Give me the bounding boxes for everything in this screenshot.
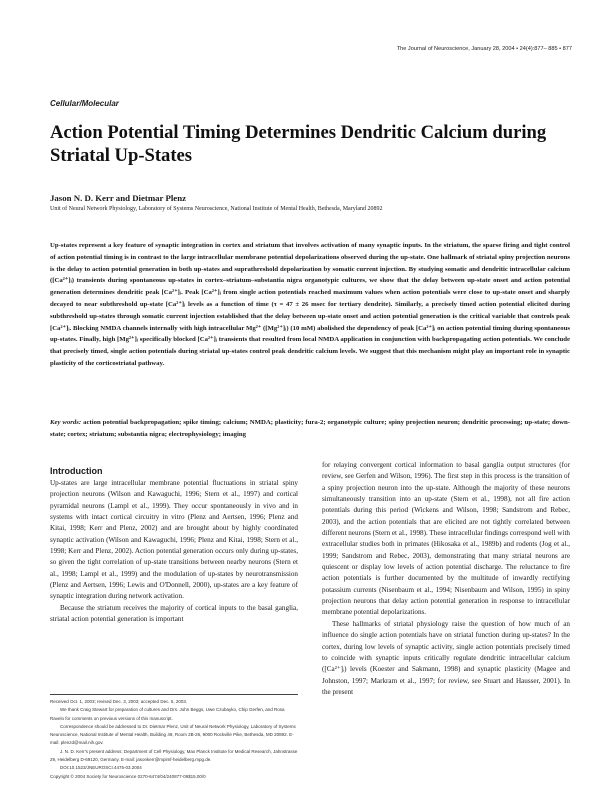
keywords-label: Key words: xyxy=(50,419,82,426)
introduction-heading: Introduction xyxy=(50,466,103,476)
body-paragraph: Because the striatum receives the majority of cortical inputs to the basal ganglia, striatal action potential generation is important xyxy=(50,603,298,624)
footnote-copyright: Copyright © 2004 Society for Neuroscience 0270-6474/04/240877-09$15.00/0 xyxy=(50,773,206,779)
footnote-correspondence: Correspondence should be addressed to Dr. Dietmar Plenz, Unit of Neural Network Physiology, Laboratory of Systems Neuroscience, National Institute of Mental Health, Building 49, Room 2B-26, 9000 Rockville Pike, Bethesda, MD 20892. E-mail: plenzd@mail.nih.gov. xyxy=(50,723,296,746)
section-label: Cellular/Molecular xyxy=(50,99,119,108)
footnote-present-address: J. N. D. Kerr's present address: Department of Cell Physiology, Max Planck Institute for Medical Research, Jahnstrasse 29, Heidelberg D-69120, Germany. E-mail: jasonkerr@mpimf-heidelberg.mpg.de. xyxy=(50,748,298,763)
footnote-divider xyxy=(50,694,298,695)
keywords xyxy=(50,417,570,441)
body-paragraph: for relaying convergent cortical information to basal ganglia output structures (for review, see Gerfen and Wilson, 1996). The first step in this process is the transition of a spiny projection neuron into the up-state. Although the majority of these neurons simultaneously transition into an up-state (Stern et al., 1998), not all fire action potentials during this period (Wickens and Wilson, 1998; Sandstrom and Rebec, 2003), and the action potentials that are elicited are not tightly correlated between different neurons (Stern et al., 1998). These intracellular findings correspond well with extracellular studies both in primates (Hikosaka et al., 1989b) and rodents (Jog et al., 1999; Sandstrom and Rebec, 2003), demonstrating that many striatal neurons are quiescent or display low levels of action potential discharge. The reluctance to fire action potentials is further documented by the multitude of inwardly rectifying potassium currents (Nisenbaum et al., 1994; Nisenbaum and Wilson, 1995) in spiny projection neurons that delay action potential generation in response to intracellular membrane potential depolarizations. xyxy=(322,461,571,617)
footnote-received: Received Oct. 1, 2003; revised Dec. 3, 2003; accepted Dec. 5, 2003. xyxy=(50,699,188,704)
keywords-text: action potential backpropagation; spike timing; calcium; NMDA; plasticity; fura-2; organotypic culture; spiny projection neuron; dendritic processing; up-state; down-state; cortex; striatum; substantia nigra; electrophysiology; imaging xyxy=(50,419,570,438)
body-paragraph: Up-states are large intracellular membrane potential fluctuations in striatal spiny projection neurons (Wilson and Kawaguchi, 1996; Stern et al., 1997) and cortical pyramidal neurons (Lampl et al., 1999). They occur spontaneously in vivo and in systems with intact cortical circuitry in vitro (Plenz and Aertsen, 1996; Plenz and Kitai, 1998; Kerr and Plenz, 2002) and are brought about by highly coordinated synaptic activation (Wilson and Kawaguchi, 1996; Plenz and Kitai, 1998; Stern et al., 1998; Kerr and Plenz, 2002). Action potential generation occurs only during up-states, so given the tight correlation of up-state transitions between nearby neurons (Stern et al., 1998; Lampl et al., 1999) and the modulation of up-states by neurotransmission (Plenz and Aertsen, 1996; Lewis and O'Donnell, 2000), up-states are a key feature of synaptic integration during network activation. xyxy=(50,479,298,601)
authors: Jason N. D. Kerr and Dietmar Plenz xyxy=(50,193,187,203)
footnote-doi: DOI:10.1523/JNEUROSCI.4475-03.2004 xyxy=(60,765,142,771)
abstract: Up-states represent a key feature of synaptic integration in cortex and striatum that involves activation of many synaptic inputs. In the striatum, the sparse firing and tight control of action potential timing is in contrast to the large intracellular membrane potential depolarizations observed during the up-state. One hallmark of striatal spiny projection neurons is the delay to action potential generation in both up-states and suprathreshold depolarization by somatic current injection. By studying somatic and dendritic intracellular calcium ([Ca²⁺]ᵢ) transients during spontaneous up-states in cortex–striatum–substantia nigra organotypic cultures, we show that the delay between up-state onset and action potential generation determines dendritic peak [Ca²⁺]ᵢ. Peak [Ca²⁺]ᵢ from single action potentials reached maximum values when action potentials were close to up-state onset and sharply decayed to near subthreshold up-state [Ca²⁺]ᵢ levels as a function of time (τ = 47 ± 26 msec for tertiary dendrite). Similarly, a precisely timed action potential elicited during subthreshold up-states through somatic current injection established that the delay between up-state onset and action potential generation is the critical variable that controls peak [Ca²⁺]ᵢ. Blocking NMDA channels internally with high intracellular Mg²⁺ ([Mg²⁺]ᵢ) (10 mM) abolished the dependency of peak [Ca²⁺]ᵢ on action potential timing during spontaneous up-states. Finally, high [Mg²⁺]ᵢ specifically blocked [Ca²⁺]ᵢ transients that resulted from local NMDA application in conjunction with backpropagating action potentials. We conclude that precisely timed, single action potentials during striatal up-states control peak dendritic calcium levels. We suggest that this mechanism might play an important role in synaptic plasticity of the corticostriatal pathway. xyxy=(50,242,570,367)
footnote-acknowledgments: We thank Craig Stewart for preparation of cultures and Drs. John Beggs, Uwe Czubayko, Chip Gerfen, and Rosa Ravelo for comments on previous versions of this manuscript. xyxy=(50,707,285,721)
affiliation: Unit of Neural Network Physiology, Laboratory of Systems Neuroscience, National Institute of Mental Health, Bethesda, Maryland 20892 xyxy=(50,206,383,212)
body-paragraph: These hallmarks of striatal physiology raise the question of how much of an influence do single action potentials have on striatal function during up-states? In the cortex, during low levels of synaptic activity, single action potentials precisely timed to coincide with synaptic inputs critically regulate dendritic intracellular calcium ([Ca²⁺]ᵢ) levels (Koester and Sakmann, 1998) and synaptic plasticity (Magee and Johnston, 1997; Markram et al., 1997; for review, see Stuart and Hausser, 2001). In the present xyxy=(322,619,570,696)
left-column xyxy=(50,478,298,625)
footnotes xyxy=(50,698,298,781)
right-column xyxy=(322,460,570,698)
running-head: The Journal of Neuroscience, January 28, 2004 • 24(4):877– 885 • 877 xyxy=(396,46,572,52)
article-title: Action Potential Timing Determines Dendritic Calcium during Striatal Up-States xyxy=(50,122,547,166)
